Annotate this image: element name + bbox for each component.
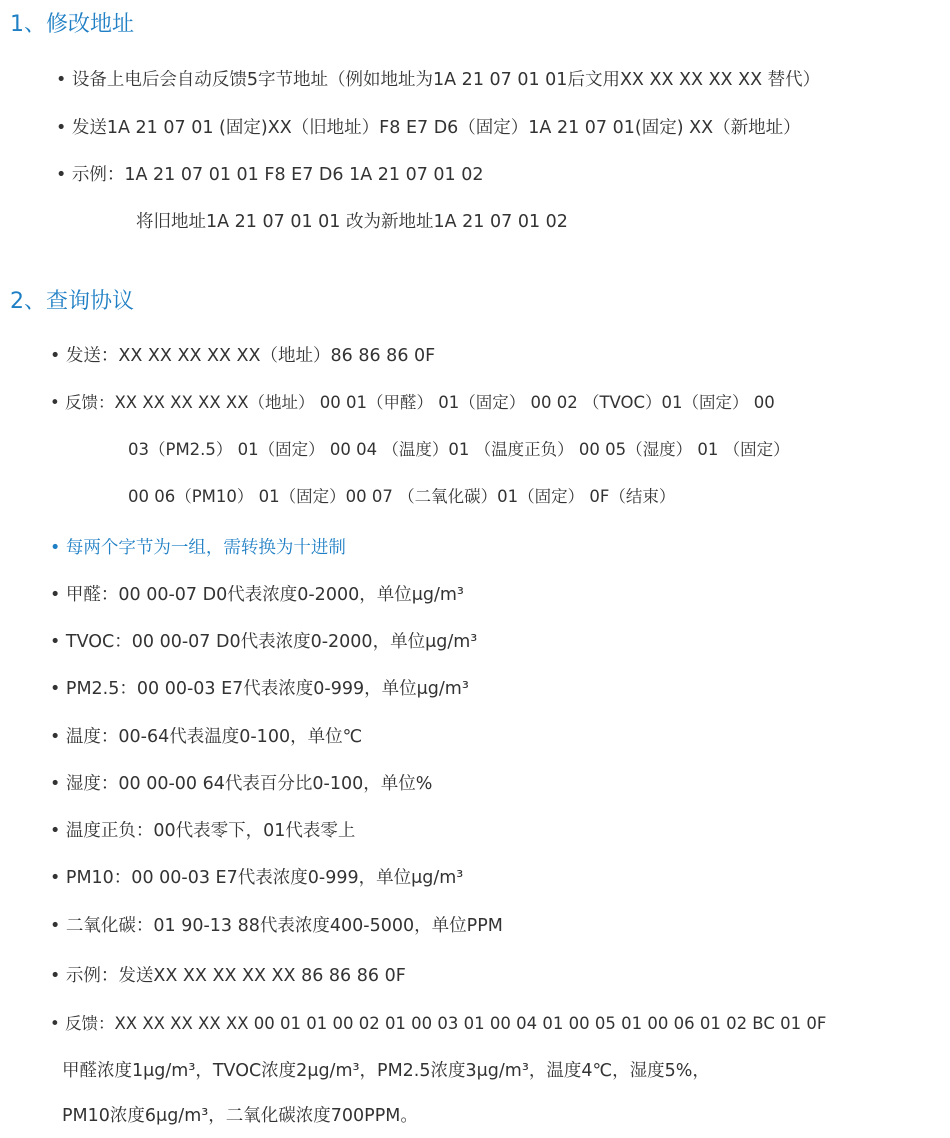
section-2-line-pm10: • PM10：00 00-03 E7代表浓度0-999，单位μg/m³ <box>50 868 464 888</box>
section-2-line-formaldehyde: • 甲醛：00 00-07 D0代表浓度0-2000，单位μg/m³ <box>50 585 464 605</box>
section-2-line-1: • 发送：XX XX XX XX XX（地址）86 86 86 0F <box>50 346 436 366</box>
section-2-line-3: 03（PM2.5） 01（固定） 00 04 （温度）01 （温度正负） 00 05（湿度） 01 （固定） <box>128 440 790 459</box>
section-2-line-co2: • 二氧化碳：01 90-13 88代表浓度400-5000，单位PPM <box>50 916 503 936</box>
section-1-heading: 1、修改地址 <box>10 12 134 37</box>
section-2-line-temperature: • 温度：00-64代表温度0-100，单位℃ <box>50 727 363 747</box>
section-2-line-humidity: • 湿度：00 00-00 64代表百分比0-100，单位% <box>50 774 433 794</box>
section-1-line-1: • 设备上电后会自动反馈5字节地址（例如地址为1A 21 07 01 01后文用XX XX XX XX XX 替代） <box>56 70 821 90</box>
section-2-example-result-2: PM10浓度6μg/m³，二氧化碳浓度700PPM。 <box>62 1106 418 1126</box>
section-2-line-tvoc: • TVOC：00 00-07 D0代表浓度0-2000，单位μg/m³ <box>50 632 478 652</box>
section-2-line-4: 00 06（PM10） 01（固定）00 07 （二氧化碳）01（固定） 0F（结束） <box>128 487 676 506</box>
section-1-line-3: • 示例：1A 21 07 01 01 F8 E7 D6 1A 21 07 01 02 <box>56 165 484 185</box>
section-2-line-pm25: • PM2.5：00 00-03 E7代表浓度0-999，单位μg/m³ <box>50 679 469 699</box>
section-2-line-temp-sign: • 温度正负：00代表零下，01代表零上 <box>50 821 356 841</box>
section-1-line-4: 将旧地址1A 21 07 01 01 改为新地址1A 21 07 01 02 <box>136 212 568 232</box>
section-2-example-response: • 反馈：XX XX XX XX XX 00 01 01 00 02 01 00 03 01 00 04 01 00 05 01 00 06 01 02 BC 01 0F <box>50 1014 827 1033</box>
section-2-heading: 2、查询协议 <box>10 289 134 314</box>
section-2-note: • 每两个字节为一组，需转换为十进制 <box>50 538 346 558</box>
section-1-line-2: • 发送1A 21 07 01 (固定)XX（旧地址）F8 E7 D6（固定）1A 21 07 01(固定) XX（新地址） <box>56 118 801 138</box>
section-2-example-send: • 示例：发送XX XX XX XX XX 86 86 86 0F <box>50 966 406 986</box>
section-2-line-2: • 反馈：XX XX XX XX XX（地址） 00 01（甲醛） 01（固定） 00 02 （TVOC）01（固定） 00 <box>50 393 775 412</box>
section-2-example-result-1: 甲醛浓度1μg/m³，TVOC浓度2μg/m³，PM2.5浓度3μg/m³，温度4℃，湿度5%， <box>62 1061 710 1081</box>
